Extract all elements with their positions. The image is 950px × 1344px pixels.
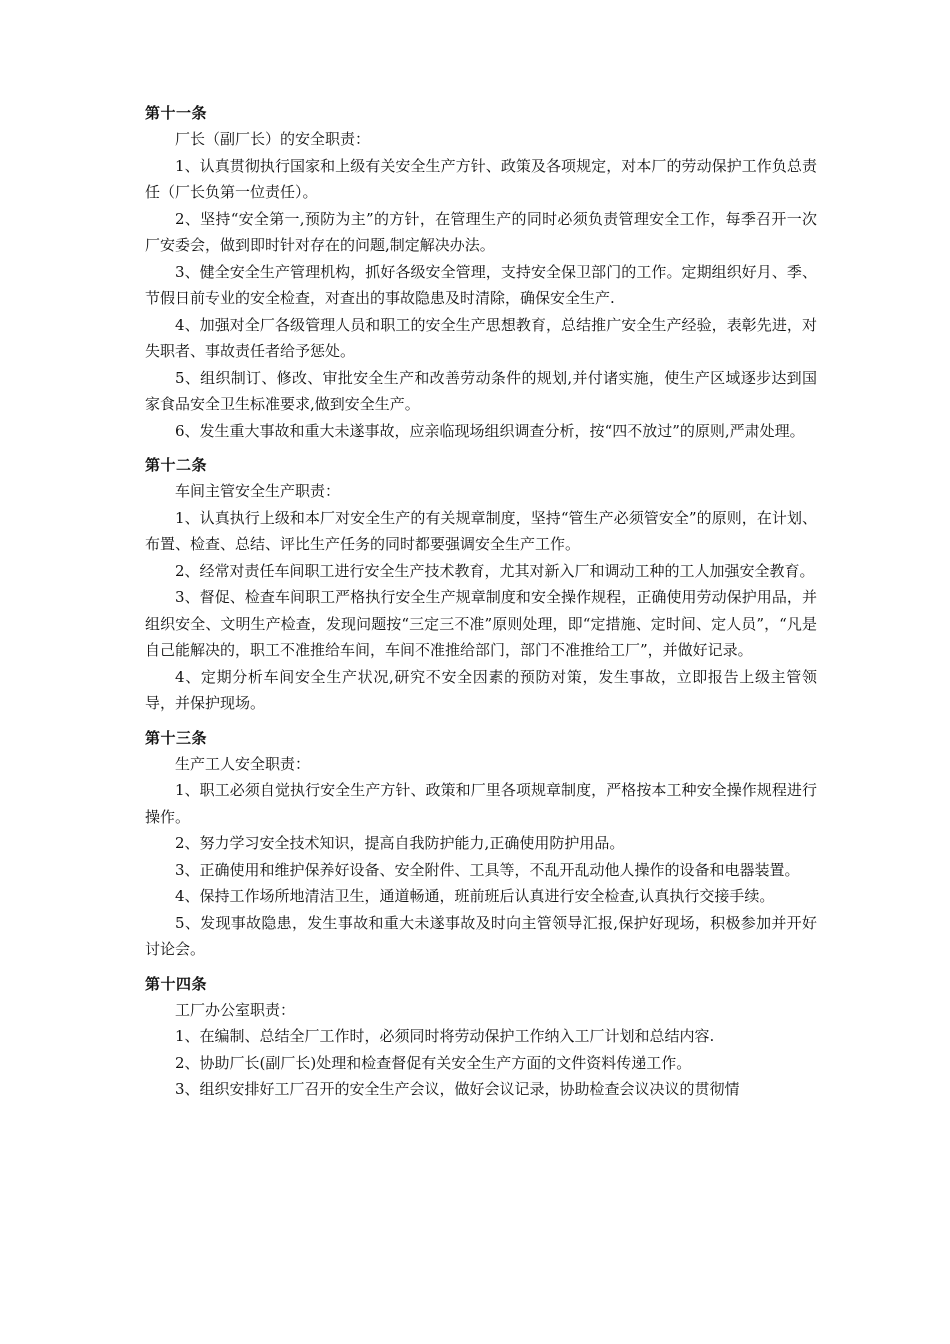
duty-item: 3、健全安全生产管理机构，抓好各级安全管理，支持安全保卫部门的工作。定期组织好月、季、节假日前专业的安全检查，对查出的事故隐患及时清除，确保安全生产. bbox=[145, 262, 817, 307]
role-title: 厂长（副厂长）的安全职责： bbox=[175, 130, 371, 148]
duty-item: 1、在编制、总结全厂工作时，必须同时将劳动保护工作纳入工厂计划和总结内容. bbox=[175, 1027, 715, 1045]
duty-item: 1、认真贯彻执行国家和上级有关安全生产方针、政策及各项规定，对本厂的劳动保护工作负总责任（厂长负第一位责任）。 bbox=[145, 156, 817, 201]
article-heading: 第十四条 bbox=[145, 974, 208, 993]
duty-item: 5、组织制订、修改、审批安全生产和改善劳动条件的规划,并付诸实施，使生产区域逐步达到国家食品安全卫生标准要求,做到安全生产。 bbox=[145, 368, 817, 413]
duty-item: 2、坚持“安全第一,预防为主”的方针，在管理生产的同时必须负责管理安全工作，每季召开一次厂安委会，做到即时针对存在的问题,制定解决办法。 bbox=[145, 209, 817, 254]
duty-item: 2、努力学习安全技术知识，提高自我防护能力,正确使用防护用品。 bbox=[175, 834, 625, 852]
duty-item: 3、组织安排好工厂召开的安全生产会议，做好会议记录，协助检查会议决议的贯彻情 bbox=[175, 1080, 740, 1098]
article-heading: 第十三条 bbox=[145, 728, 208, 747]
role-title: 工厂办公室职责： bbox=[175, 1000, 296, 1019]
article-13 bbox=[145, 725, 817, 963]
duty-item: 3、正确使用和维护保养好设备、安全附件、工具等，不乱开乱动他人操作的设备和电器装置。 bbox=[175, 860, 800, 879]
role-title: 生产工人安全职责： bbox=[175, 754, 311, 773]
duty-item: 4、定期分析车间安全生产状况,研究不安全因素的预防对策，发生事故，立即报告上级主管领导，并保护现场。 bbox=[145, 667, 817, 712]
duty-item: 5、发现事故隐患，发生事故和重大未遂事故及时向主管领导汇报,保护好现场，积极参加并开好讨论会。 bbox=[145, 913, 817, 958]
duty-item: 2、经常对责任车间职工进行安全生产技术教育，尤其对新入厂和调动工种的工人加强安全教育。 bbox=[175, 561, 815, 580]
article-11 bbox=[145, 100, 817, 444]
article-14 bbox=[145, 971, 817, 1103]
duty-item: 2、协助厂长(副厂长)处理和检查督促有关安全生产方面的文件资料传递工作。 bbox=[175, 1053, 692, 1072]
duty-item: 6、发生重大事故和重大未遂事故，应亲临现场组织调查分析，按“四不放过”的原则,严肃处理。 bbox=[175, 421, 805, 440]
article-heading: 第十二条 bbox=[145, 456, 208, 474]
article-12 bbox=[145, 452, 817, 717]
duty-item: 4、保持工作场所地清洁卫生，通道畅通，班前班后认真进行安全检查,认真执行交接手续。 bbox=[175, 887, 775, 905]
document-body bbox=[145, 100, 817, 1111]
role-title: 车间主管安全生产职责： bbox=[175, 482, 341, 500]
duty-item: 4、加强对全厂各级管理人员和职工的安全生产思想教育，总结推广安全生产经验，表彰先进，对失职者、事故责任者给予惩处。 bbox=[145, 315, 817, 360]
duty-item: 3、督促、检查车间职工严格执行安全生产规章制度和安全操作规程，正确使用劳动保护用品，并组织安全、文明生产检查，发现问题按“三定三不准”原则处理，即“定措施、定时间、定人员”，“凡是自己能解决的，职工不准推给车间，车间不准推给部门，部门不准推给工厂”，并做好记录。 bbox=[145, 588, 817, 659]
duty-item: 1、认真执行上级和本厂对安全生产的有关规章制度，坚持“管生产必须管安全”的原则，在计划、布置、检查、总结、评比生产任务的同时都要强调安全生产工作。 bbox=[145, 508, 817, 553]
duty-item: 1、职工必须自觉执行安全生产方针、政策和厂里各项规章制度，严格按本工种安全操作规程进行操作。 bbox=[145, 781, 817, 826]
article-heading: 第十一条 bbox=[145, 104, 208, 122]
